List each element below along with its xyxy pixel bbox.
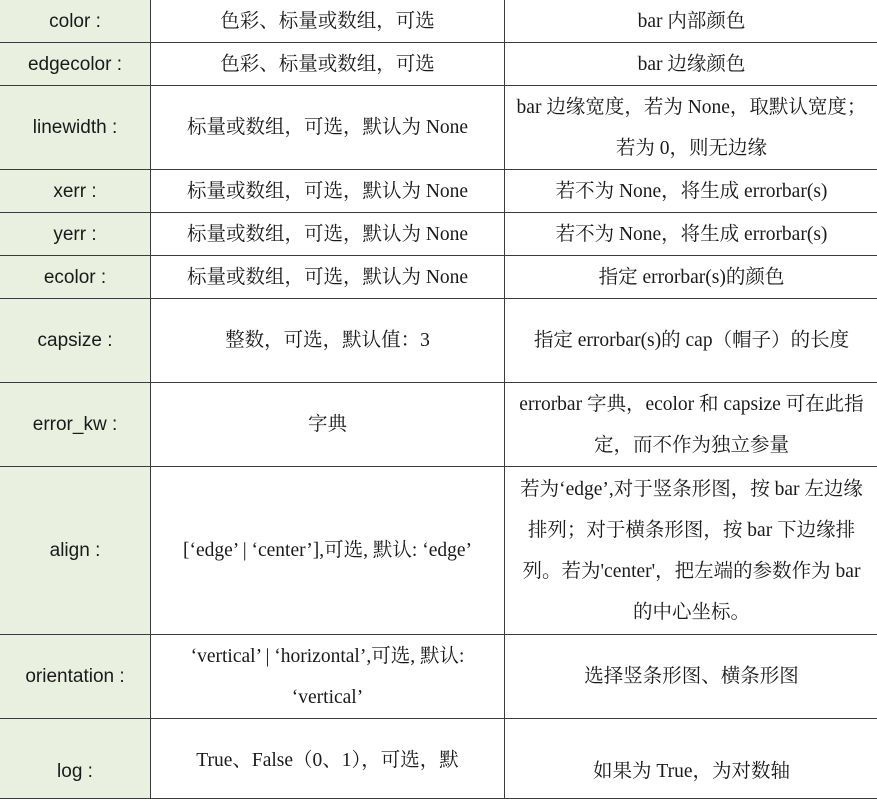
table-row	[0, 86, 877, 170]
param-description: 指定 errorbar(s)的 cap（帽子）的长度	[505, 299, 877, 383]
param-type: [‘edge’ | ‘center’],可选, 默认: ‘edge’	[151, 467, 505, 635]
table-row	[0, 43, 877, 86]
param-description: 如果为 True，为对数轴	[505, 719, 877, 799]
table-row	[0, 635, 877, 719]
param-description: bar 边缘颜色	[505, 43, 877, 86]
param-description: 若不为 None，将生成 errorbar(s)	[505, 170, 877, 213]
param-name: align :	[0, 467, 151, 635]
param-description: errorbar 字典，ecolor 和 capsize 可在此指定，而不作为独立参量	[505, 383, 877, 467]
param-name: xerr :	[0, 170, 151, 213]
table-row	[0, 467, 877, 635]
param-description: 指定 errorbar(s)的颜色	[505, 256, 877, 299]
param-type: 标量或数组，可选，默认为 None	[151, 213, 505, 256]
param-type: 标量或数组，可选，默认为 None	[151, 256, 505, 299]
table-row	[0, 170, 877, 213]
param-name: yerr :	[0, 213, 151, 256]
table-row	[0, 213, 877, 256]
param-type: 字典	[151, 383, 505, 467]
param-description: bar 内部颜色	[505, 0, 877, 43]
param-name: error_kw :	[0, 383, 151, 467]
param-description: 若为‘edge’,对于竖条形图，按 bar 左边缘排列；对于横条形图，按 bar 下边缘排列。若为'center'，把左端的参数作为 bar 的中心坐标。	[505, 467, 877, 635]
table-row	[0, 0, 877, 43]
param-name: log :	[0, 719, 151, 799]
param-name: edgecolor :	[0, 43, 151, 86]
param-type: 标量或数组，可选，默认为 None	[151, 86, 505, 170]
table-row	[0, 383, 877, 467]
param-type: 整数，可选，默认值：3	[151, 299, 505, 383]
param-type: 标量或数组，可选，默认为 None	[151, 170, 505, 213]
table-row	[0, 299, 877, 383]
param-name: ecolor :	[0, 256, 151, 299]
param-name: capsize :	[0, 299, 151, 383]
param-description: bar 边缘宽度，若为 None，取默认宽度；若为 0，则无边缘	[505, 86, 877, 170]
param-name: color :	[0, 0, 151, 43]
param-type: ‘vertical’ | ‘horizontal’,可选, 默认: ‘vertical’	[151, 635, 505, 719]
param-type: 色彩、标量或数组，可选	[151, 43, 505, 86]
param-type: True、False（0、1），可选，默	[151, 719, 505, 799]
table-row	[0, 719, 877, 799]
param-description: 选择竖条形图、横条形图	[505, 635, 877, 719]
param-name: orientation :	[0, 635, 151, 719]
table-row	[0, 256, 877, 299]
param-type: 色彩、标量或数组，可选	[151, 0, 505, 43]
param-description: 若不为 None，将生成 errorbar(s)	[505, 213, 877, 256]
param-name: linewidth :	[0, 86, 151, 170]
